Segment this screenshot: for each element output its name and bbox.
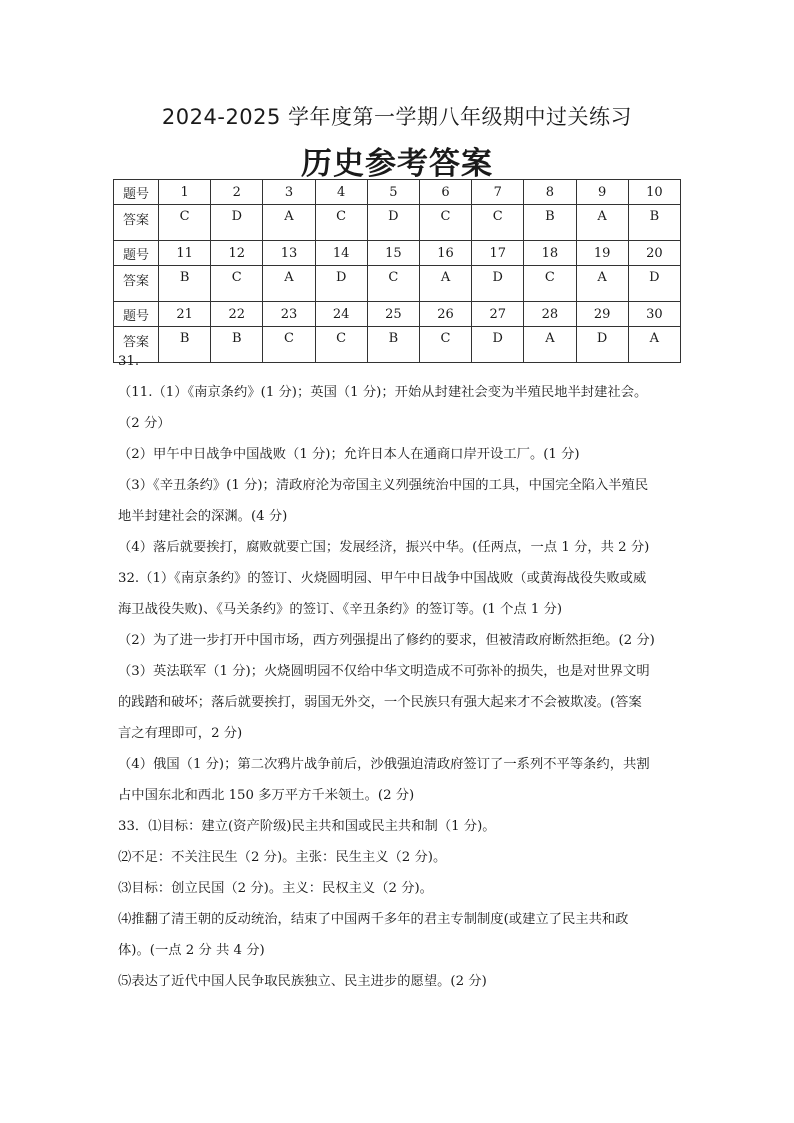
answer-choice: A (576, 205, 628, 241)
question-number: 29 (576, 302, 628, 327)
answer-line: （2）甲午中日战争中国战败（1 分)；允许日本人在通商口岸开设工厂。(1 分) (118, 447, 580, 462)
answer-choice: B (159, 266, 211, 302)
question-number: 8 (524, 180, 576, 205)
answer-line: （4）俄国（1 分)；第二次鸦片战争前后，沙俄强迫清政府签订了一系列不平等条约，共割 (118, 757, 650, 772)
question-number-row (114, 241, 681, 266)
answer-line: 32.（1）《南京条约》的签订、火烧圆明园、甲午中日战争中国战败（或黄海战役失败或威 (118, 571, 647, 586)
answer-line: 31. (118, 354, 140, 369)
question-number: 15 (367, 241, 419, 266)
answer-choice: D (211, 205, 263, 241)
answer-line: 体)。(一点 2 分 共 4 分) (118, 943, 265, 958)
answer-line: 的践踏和破坏；落后就要挨打，弱国无外交，一个民族只有强大起来才不会被欺凌。(答案 (118, 695, 642, 710)
question-number: 28 (524, 302, 576, 327)
answer-line: 地半封建社会的深渊。(4 分) (118, 509, 288, 524)
answer-body (118, 346, 688, 997)
answer-choice: A (576, 266, 628, 302)
question-number: 18 (524, 241, 576, 266)
question-number: 30 (628, 302, 680, 327)
answer-line: （11.（1）《南京条约》(1 分)；英国（1 分)；开始从封建社会变为半殖民地半封建社会。 (118, 385, 648, 400)
answer-choice: C (367, 266, 419, 302)
question-number: 14 (315, 241, 367, 266)
question-number: 7 (472, 180, 524, 205)
question-number: 13 (263, 241, 315, 266)
answer-choice: D (472, 266, 524, 302)
answer-choice: D (628, 266, 680, 302)
answer-choice: C (472, 205, 524, 241)
answer-line: 33．⑴目标：建立(资产阶级)民主共和国或民主共和制（1 分)。 (118, 819, 496, 834)
question-number: 1 (159, 180, 211, 205)
question-number: 21 (159, 302, 211, 327)
question-number: 26 (419, 302, 471, 327)
answer-label: 答案 (114, 205, 159, 241)
answer-choice: D (472, 327, 524, 363)
question-number-row (114, 302, 681, 327)
answer-choice: A (524, 327, 576, 363)
answer-choice: C (524, 266, 576, 302)
question-number: 5 (367, 180, 419, 205)
question-number: 19 (576, 241, 628, 266)
exam-title: 2024-2025 学年度第一学期八年级期中过关练习 (161, 105, 633, 129)
answer-line: （2 分） (118, 416, 171, 431)
answer-choice: C (419, 327, 471, 363)
question-number: 6 (419, 180, 471, 205)
question-number: 9 (576, 180, 628, 205)
question-number: 24 (315, 302, 367, 327)
answer-choice: A (263, 205, 315, 241)
question-label: 题号 (114, 241, 159, 266)
answer-label: 答案 (114, 266, 159, 302)
question-number: 27 (472, 302, 524, 327)
answer-choice: C (211, 266, 263, 302)
answer-line: 言之有理即可，2 分) (118, 726, 243, 741)
answer-table (113, 179, 681, 363)
question-label: 题号 (114, 180, 159, 205)
answer-row (114, 266, 681, 302)
answer-choice: C (263, 327, 315, 363)
answer-line: （4）落后就要挨打，腐败就要亡国；发展经济，振兴中华。(任两点，一点 1 分，共 2 分) (118, 540, 650, 555)
question-number: 22 (211, 302, 263, 327)
question-number: 17 (472, 241, 524, 266)
answer-choice: A (419, 266, 471, 302)
answer-choice: C (315, 205, 367, 241)
answer-line: （3）英法联军（1 分)；火烧圆明园不仅给中华文明造成不可弥补的损失，也是对世界文明 (118, 664, 650, 679)
answer-line: ⑸表达了近代中国人民争取民族独立、民主进步的愿望。(2 分) (118, 974, 487, 989)
question-number: 12 (211, 241, 263, 266)
answer-line: 占中国东北和西北 150 多万平方千米领土。(2 分) (118, 788, 415, 803)
answer-line: 海卫战役失败)、《马关条约》的签订、《辛丑条约》的签订等。(1 个点 1 分) (118, 602, 563, 617)
question-number: 10 (628, 180, 680, 205)
answer-choice: B (628, 205, 680, 241)
answer-line: （3）《辛丑条约》(1 分)；清政府沦为帝国主义列强统治中国的工具，中国完全陷入半殖民 (118, 478, 649, 493)
answer-choice: C (159, 205, 211, 241)
question-number: 25 (367, 302, 419, 327)
answer-line: ⑷推翻了清王朝的反动统治，结束了中国两千多年的君主专制制度(或建立了民主共和政 (118, 912, 629, 927)
answer-choice: B (524, 205, 576, 241)
answer-choice: B (367, 327, 419, 363)
answer-line: ⑵不足：不关注民生（2 分)。主张：民生主义（2 分)。 (118, 850, 447, 865)
answer-choice: D (315, 266, 367, 302)
answer-choice: B (159, 327, 211, 363)
question-number: 20 (628, 241, 680, 266)
answer-choice: B (211, 327, 263, 363)
answer-label: 答案 (114, 327, 159, 363)
question-number: 4 (315, 180, 367, 205)
answer-choice: D (576, 327, 628, 363)
question-number-row (114, 180, 681, 205)
question-number: 23 (263, 302, 315, 327)
answer-choice: C (315, 327, 367, 363)
question-number: 11 (159, 241, 211, 266)
answer-choice: D (367, 205, 419, 241)
question-number: 16 (419, 241, 471, 266)
answer-line: （2）为了进一步打开中国市场，西方列强提出了修约的要求，但被清政府断然拒绝。(2 分) (118, 633, 655, 648)
answer-choice: A (263, 266, 315, 302)
question-number: 3 (263, 180, 315, 205)
answer-choice: A (628, 327, 680, 363)
answer-choice: C (419, 205, 471, 241)
answer-line: ⑶目标：创立民国（2 分)。主义：民权主义（2 分)。 (118, 881, 433, 896)
question-number: 2 (211, 180, 263, 205)
answer-key-title: 历史参考答案 (301, 146, 493, 182)
question-label: 题号 (114, 302, 159, 327)
answer-row (114, 205, 681, 241)
